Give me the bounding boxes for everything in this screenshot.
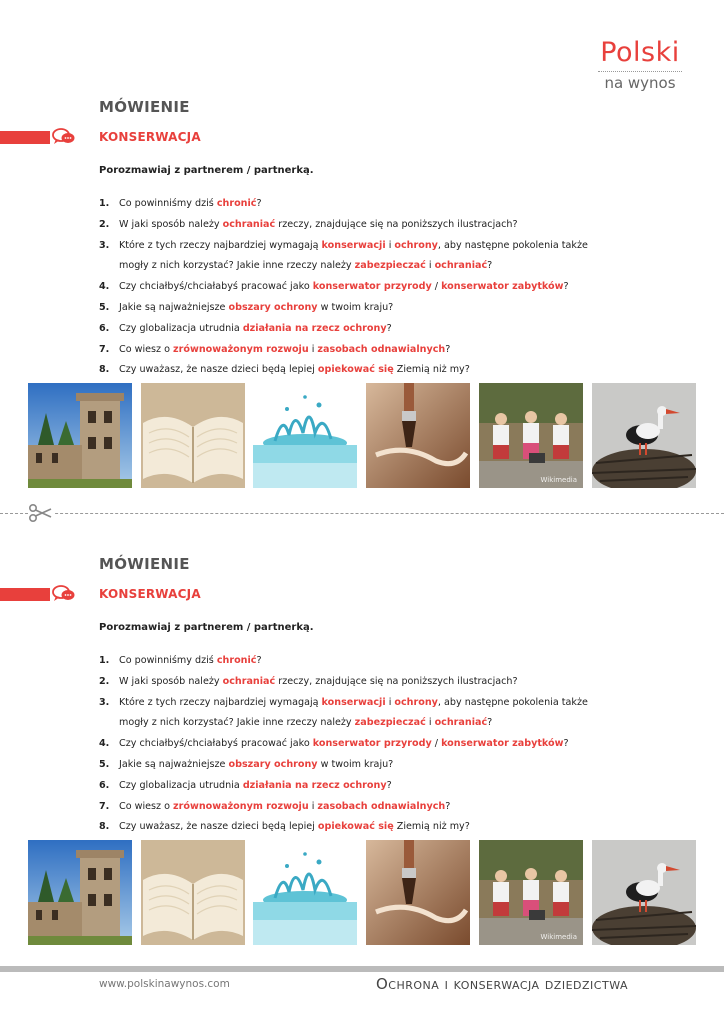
question-text: Co wiesz o	[119, 343, 174, 355]
question-text: i	[385, 696, 395, 708]
question-text: ?	[445, 800, 451, 812]
highlighted-term: chronić	[216, 655, 257, 666]
question-text: ?	[256, 655, 262, 666]
question-text: W jaki sposób należy	[119, 218, 223, 230]
worksheet-section-2	[0, 555, 724, 995]
section-subheading: KONSERWACJA	[99, 587, 201, 601]
footer-url[interactable]: www.polskinawynos.com	[99, 978, 230, 990]
question-text: Jakie są najważniejsze	[119, 301, 229, 313]
photo-watermark: Wikimedia	[540, 476, 577, 484]
question-text: Ziemią niż my?	[393, 821, 470, 833]
highlighted-term: zasobach odnawialnych	[317, 800, 446, 812]
brush-restoration-photo	[366, 840, 470, 945]
illustration-strip	[28, 840, 696, 945]
question-text: W jaki sposób należy	[119, 675, 223, 687]
open-book-photo	[141, 383, 245, 488]
highlighted-term: zrównoważonym rozwoju	[173, 800, 309, 812]
question-item	[99, 734, 659, 755]
logo-main-text: Polski	[600, 37, 680, 68]
question-text: Które z tych rzeczy najbardziej wymagają	[119, 696, 322, 708]
question-text: rzeczy, znajdujące się na poniższych ilustracjach?	[275, 675, 518, 687]
highlighted-term: ochraniać	[222, 675, 276, 687]
question-text: Co powinniśmy dziś	[119, 198, 217, 209]
question-item	[99, 236, 659, 257]
question-text: , aby następne pokolenia także	[437, 239, 588, 251]
highlighted-term: konserwator zabytków	[441, 281, 564, 293]
stork-nest-photo	[592, 383, 696, 488]
question-item	[99, 713, 659, 734]
section-heading: MÓWIENIE	[99, 98, 190, 116]
question-number: 2.	[99, 675, 110, 687]
instruction-text: Porozmawiaj z partnerem / partnerką.	[99, 622, 314, 633]
castle-ruins-photo	[28, 840, 132, 945]
question-number: 8.	[99, 821, 110, 833]
highlighted-term: ochraniać	[434, 717, 488, 729]
question-number: 8.	[99, 364, 110, 376]
question-item	[99, 256, 659, 277]
question-text: Czy uważasz, że nasze dzieci będą lepiej	[119, 364, 318, 376]
logo-sub-text: na wynos	[604, 74, 676, 92]
question-text: rzeczy, znajdujące się na poniższych ilustracjach?	[275, 218, 518, 230]
highlighted-term: konserwator przyrody	[312, 281, 432, 293]
highlighted-term: konserwacji	[321, 696, 386, 708]
question-text: w twoim kraju?	[317, 758, 394, 770]
question-text: ?	[386, 779, 392, 791]
speech-bubbles-icon	[52, 584, 76, 604]
question-text: Czy globalizacja utrudnia	[119, 779, 243, 791]
question-text: mogły z nich korzystać? Jakie inne rzeczy należy	[119, 717, 355, 729]
folk-musicians-photo	[479, 840, 583, 945]
question-item	[99, 797, 659, 818]
question-text: Ziemią niż my?	[393, 364, 470, 376]
question-text: ?	[386, 322, 392, 334]
folk-musicians-photo	[479, 383, 583, 488]
question-text: i	[308, 800, 318, 812]
speech-bubbles-icon	[52, 127, 76, 147]
question-item	[99, 298, 659, 319]
instruction-text: Porozmawiaj z partnerem / partnerką.	[99, 165, 314, 176]
question-text: ?	[256, 198, 262, 209]
highlighted-term: opiekować się	[317, 821, 394, 833]
question-text: i	[425, 260, 435, 272]
question-text: Czy chciałbyś/chciałabyś pracować jako	[119, 281, 313, 293]
question-item	[99, 693, 659, 714]
question-text: , aby następne pokolenia także	[437, 696, 588, 708]
question-text: ?	[563, 738, 569, 750]
question-text: ?	[487, 717, 493, 729]
question-number: 1.	[99, 198, 110, 209]
section-subheading: KONSERWACJA	[99, 130, 201, 144]
highlighted-term: obszary ochrony	[228, 301, 318, 313]
question-text: ?	[563, 281, 569, 293]
accent-bar	[0, 131, 50, 144]
question-item	[99, 340, 659, 361]
open-book-photo	[141, 840, 245, 945]
highlighted-term: działania na rzecz ochrony	[242, 779, 387, 791]
highlighted-term: zabezpieczać	[354, 717, 426, 729]
highlighted-term: ochrony	[394, 696, 438, 708]
cut-line	[0, 513, 724, 514]
illustration-strip	[28, 383, 696, 488]
question-item	[99, 360, 659, 381]
footer-title: Ochrona i konserwacja dziedzictwa	[375, 975, 628, 993]
question-text: Które z tych rzeczy najbardziej wymagają	[119, 239, 322, 251]
logo-divider	[598, 71, 682, 72]
question-text: ?	[445, 343, 451, 355]
question-text: /	[431, 738, 442, 750]
highlighted-term: zasobach odnawialnych	[317, 343, 446, 355]
question-number: 6.	[99, 322, 110, 334]
question-text: Co wiesz o	[119, 800, 174, 812]
highlighted-term: ochraniać	[222, 218, 276, 230]
highlighted-term: opiekować się	[317, 364, 394, 376]
question-text: i	[385, 239, 395, 251]
highlighted-term: działania na rzecz ochrony	[242, 322, 387, 334]
question-number: 7.	[99, 800, 110, 812]
question-text: Jakie są najważniejsze	[119, 758, 229, 770]
question-text: w twoim kraju?	[317, 301, 394, 313]
question-item	[99, 194, 659, 215]
question-number: 3.	[99, 239, 110, 251]
question-text: Czy globalizacja utrudnia	[119, 322, 243, 334]
question-list	[99, 651, 659, 838]
section-heading: MÓWIENIE	[99, 555, 190, 573]
question-text: mogły z nich korzystać? Jakie inne rzeczy należy	[119, 260, 355, 272]
question-text: Co powinniśmy dziś	[119, 655, 217, 666]
question-text: /	[431, 281, 442, 293]
water-splash-photo	[253, 383, 357, 488]
question-list	[99, 194, 659, 381]
footer-band	[0, 966, 724, 972]
question-number: 1.	[99, 655, 110, 666]
question-text: Czy uważasz, że nasze dzieci będą lepiej	[119, 821, 318, 833]
worksheet-section-1	[0, 98, 724, 538]
question-text: ?	[487, 260, 493, 272]
stork-nest-photo	[592, 840, 696, 945]
question-number: 6.	[99, 779, 110, 791]
highlighted-term: obszary ochrony	[228, 758, 318, 770]
question-item	[99, 215, 659, 236]
question-item	[99, 672, 659, 693]
question-text: i	[425, 717, 435, 729]
question-item	[99, 277, 659, 298]
accent-bar	[0, 588, 50, 601]
question-number: 7.	[99, 343, 110, 355]
highlighted-term: konserwator zabytków	[441, 738, 564, 750]
highlighted-term: zrównoważonym rozwoju	[173, 343, 309, 355]
question-number: 4.	[99, 738, 110, 750]
page-footer	[0, 966, 724, 1024]
question-number: 3.	[99, 696, 110, 708]
water-splash-photo	[253, 840, 357, 945]
scissors-icon	[28, 503, 54, 523]
highlighted-term: konserwator przyrody	[312, 738, 432, 750]
highlighted-term: zabezpieczać	[354, 260, 426, 272]
brush-restoration-photo	[366, 383, 470, 488]
question-item	[99, 817, 659, 838]
question-number: 5.	[99, 301, 110, 313]
highlighted-term: konserwacji	[321, 239, 386, 251]
highlighted-term: chronić	[216, 198, 257, 209]
highlighted-term: ochrony	[394, 239, 438, 251]
highlighted-term: ochraniać	[434, 260, 488, 272]
question-number: 4.	[99, 281, 110, 293]
castle-ruins-photo	[28, 383, 132, 488]
question-text: i	[308, 343, 318, 355]
question-number: 2.	[99, 218, 110, 230]
question-item	[99, 776, 659, 797]
polski-na-wynos-logo	[592, 38, 688, 92]
question-item	[99, 651, 659, 672]
question-item	[99, 755, 659, 776]
question-item	[99, 319, 659, 340]
question-text: Czy chciałbyś/chciałabyś pracować jako	[119, 738, 313, 750]
photo-watermark: Wikimedia	[540, 933, 577, 941]
question-number: 5.	[99, 758, 110, 770]
